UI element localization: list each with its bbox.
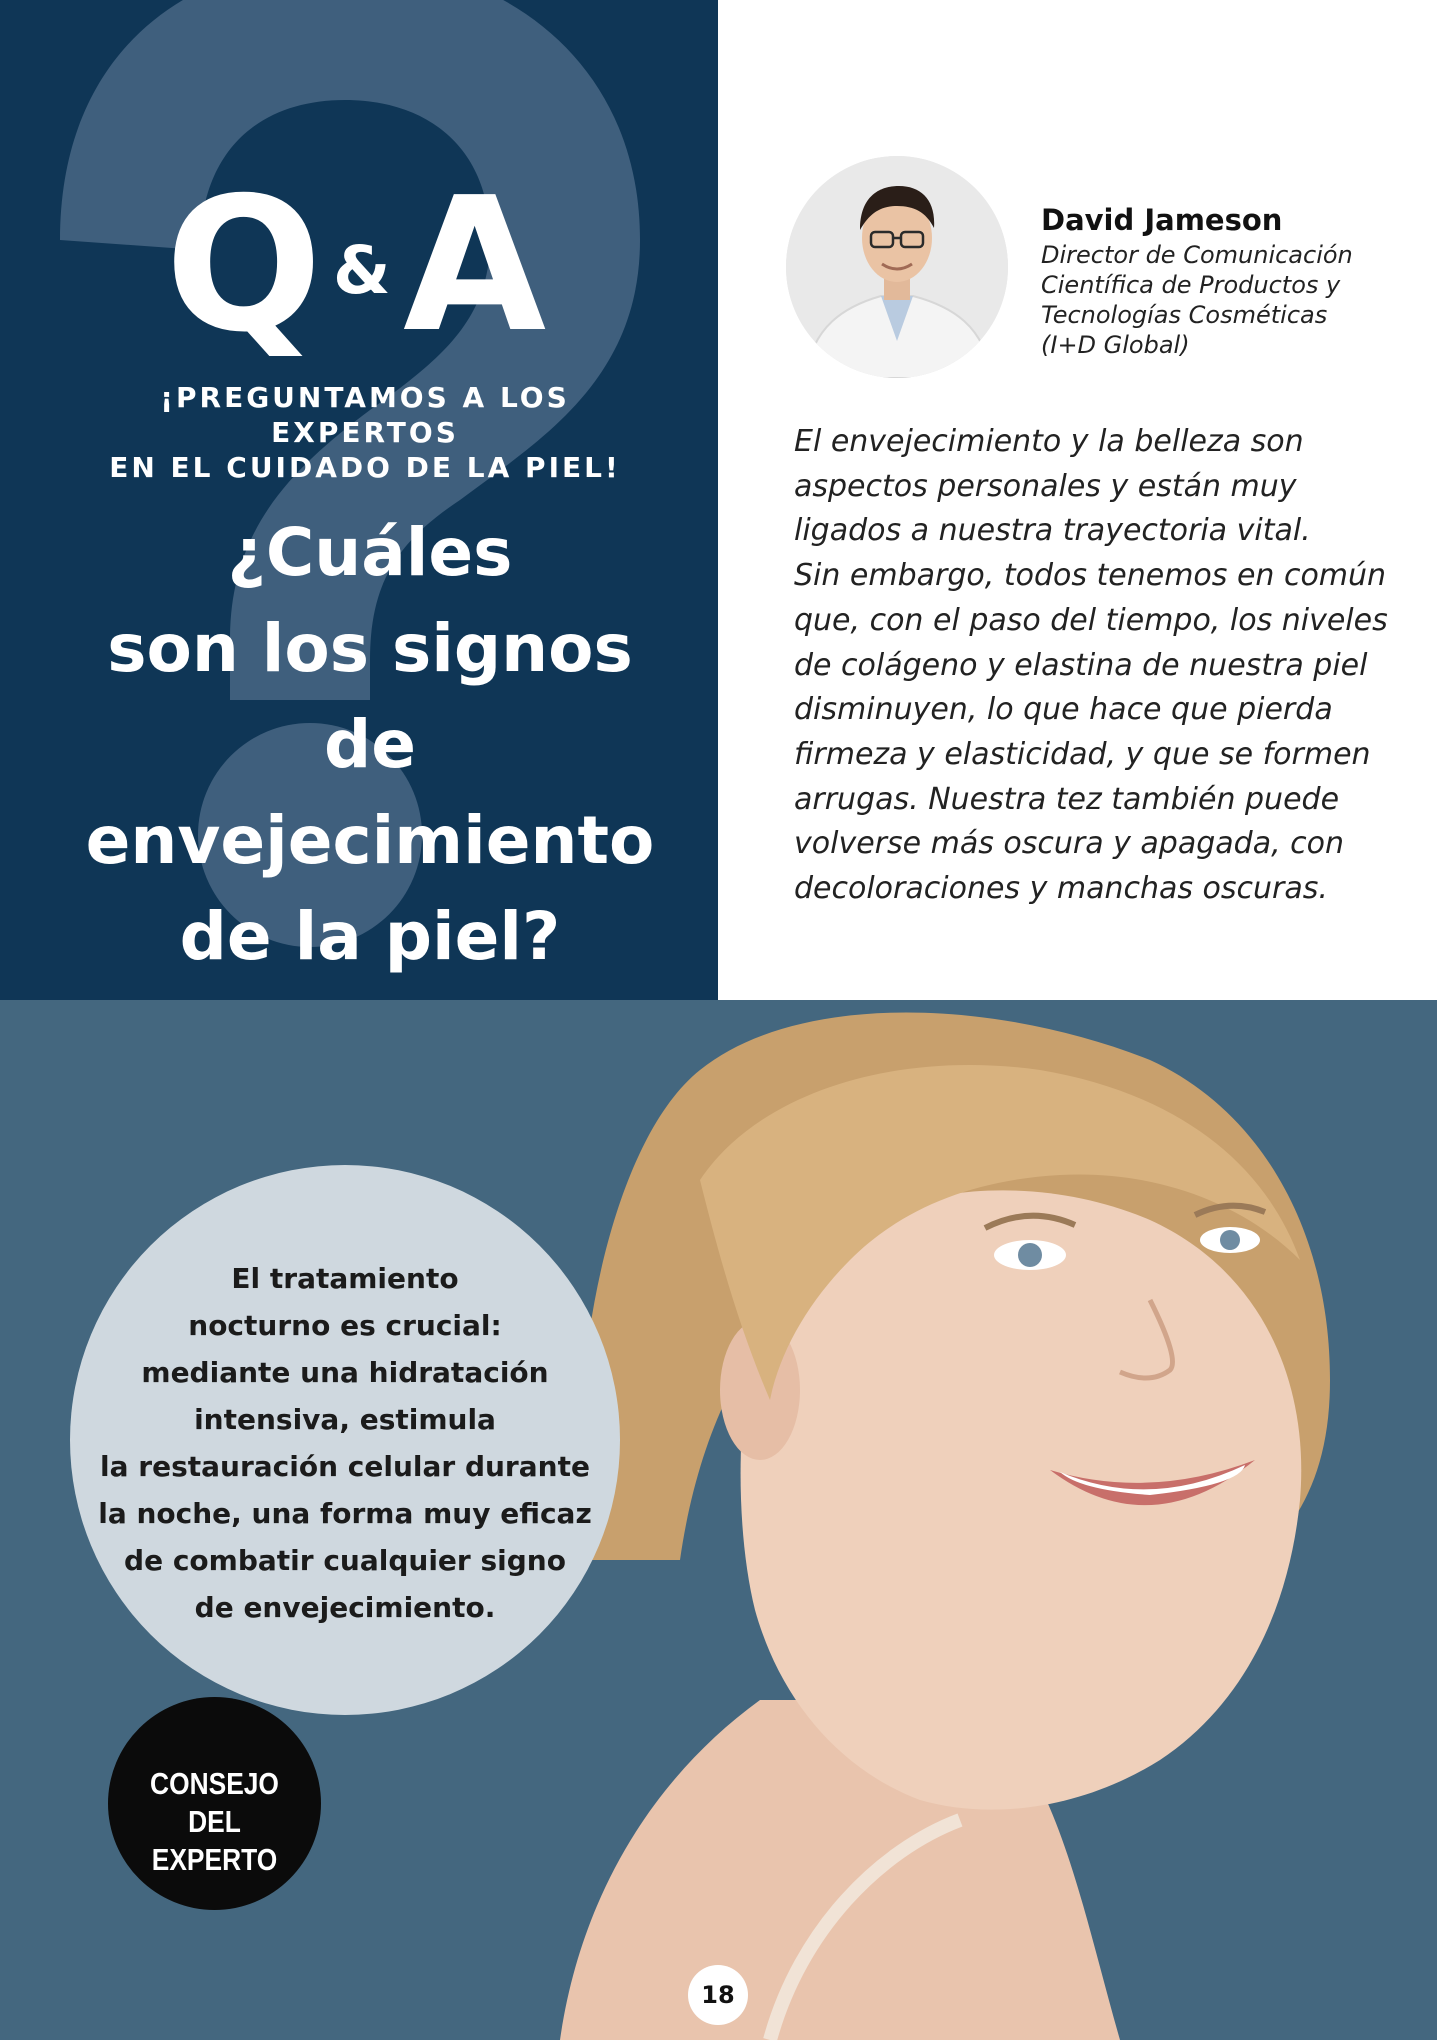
question-line: son los signos bbox=[107, 610, 633, 687]
answer-line: que, con el paso del tiempo, los niveles bbox=[794, 602, 1388, 638]
expert-role-line: Tecnologías Cosméticas bbox=[1041, 301, 1328, 329]
question-line: ¿Cuáles bbox=[227, 514, 513, 591]
tip-line: El tratamiento bbox=[231, 1262, 459, 1295]
answer-line: disminuyen, lo que hace que pierda bbox=[794, 692, 1333, 728]
expert-role-line: Director de Comunicación bbox=[1041, 241, 1353, 269]
expert-role-line: Científica de Productos y bbox=[1041, 271, 1341, 299]
badge-line: DEL EXPERTO bbox=[151, 1804, 278, 1877]
expert-advice-badge-text bbox=[124, 1765, 305, 1879]
expert-name: David Jameson bbox=[1041, 203, 1283, 237]
answer-line: El envejecimiento y la belleza son bbox=[794, 424, 1304, 459]
answer-line: volverse más oscura y apagada, con bbox=[794, 826, 1345, 862]
answer-line: de colágeno y elastina de nuestra piel bbox=[794, 647, 1368, 683]
tip-line: de envejecimiento. bbox=[194, 1591, 496, 1624]
qa-ampersand: & bbox=[333, 232, 391, 309]
expert-portrait bbox=[786, 156, 1008, 378]
expert-avatar bbox=[786, 156, 1008, 378]
badge-line: CONSEJO bbox=[150, 1766, 279, 1801]
subtitle bbox=[60, 380, 670, 485]
qa-title bbox=[165, 157, 565, 373]
expert-role bbox=[1041, 240, 1421, 360]
tip-line: nocturno es crucial: bbox=[188, 1309, 502, 1342]
qa-letter-q: Q bbox=[165, 157, 317, 373]
answer-line: aspectos personales y están muy bbox=[794, 468, 1297, 504]
answer-line: ligados a nuestra trayectoria vital. bbox=[794, 513, 1311, 549]
tip-line: la noche, una forma muy eficaz bbox=[98, 1497, 592, 1530]
subtitle-line: ¡PREGUNTAMOS A LOS EXPERTOS bbox=[160, 381, 570, 449]
answer-line: decoloraciones y manchas oscuras. bbox=[794, 871, 1328, 907]
question-heading bbox=[30, 505, 710, 985]
answer-line: firmeza y elasticidad, y que se formen bbox=[794, 736, 1371, 772]
answer-line: arrugas. Nuestra tez también puede bbox=[794, 781, 1340, 817]
expert-role-line: (I+D Global) bbox=[1041, 331, 1190, 359]
question-line: de la piel? bbox=[179, 898, 561, 975]
question-line: de envejecimiento bbox=[85, 706, 655, 879]
header-panel bbox=[0, 0, 718, 1000]
tip-line: de combatir cualquier signo bbox=[124, 1544, 566, 1577]
tip-line: mediante una hidratación bbox=[141, 1356, 549, 1389]
subtitle-line: EN EL CUIDADO DE LA PIEL! bbox=[109, 451, 621, 484]
page-number: 18 bbox=[688, 1965, 748, 2025]
answer-line: Sin embargo, todos tenemos en común bbox=[794, 558, 1387, 594]
answer-paragraph bbox=[794, 420, 1414, 912]
tip-line: la restauración celular durante bbox=[100, 1450, 590, 1483]
tip-line: intensiva, estimula bbox=[194, 1403, 496, 1436]
qa-letter-a: A bbox=[403, 157, 541, 373]
expert-tip-text bbox=[70, 1255, 620, 1631]
